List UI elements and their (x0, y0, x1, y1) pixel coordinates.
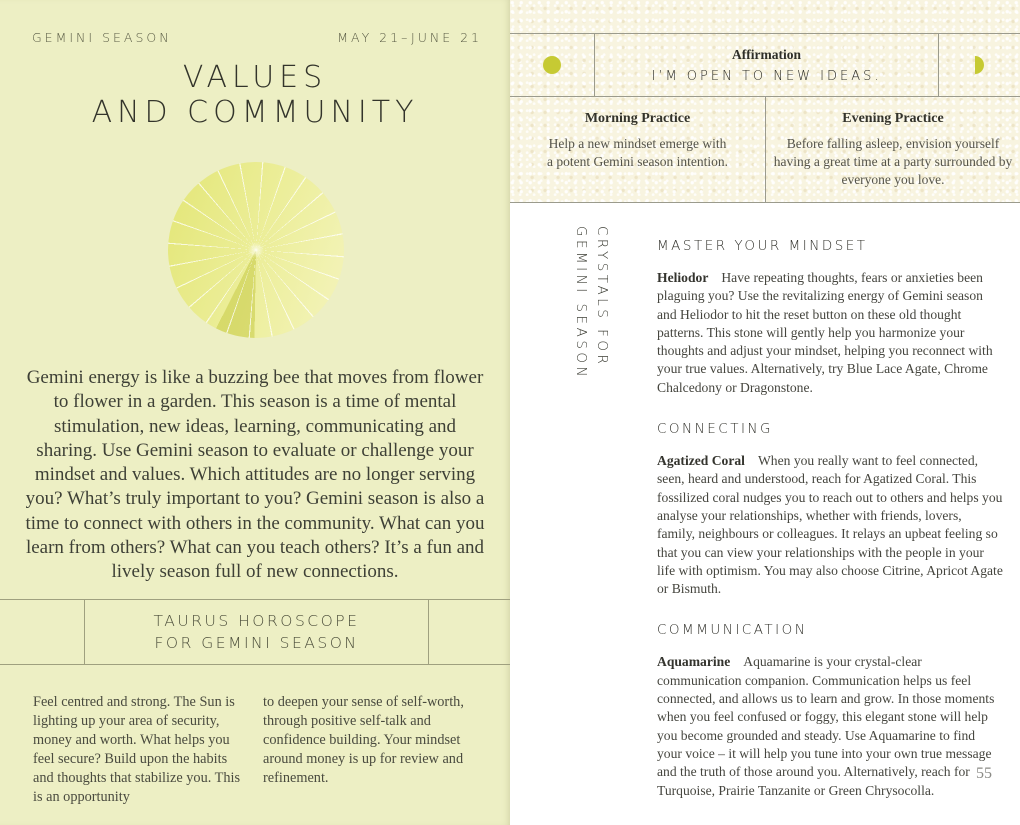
section-body (657, 269, 1003, 397)
affirmation-text: I’M OPEN TO NEW IDEAS. (651, 68, 882, 84)
affirmation-left-cell (510, 34, 595, 96)
season-label: GEMINI SEASON (32, 30, 172, 45)
page-title (0, 60, 510, 130)
crystals-content (657, 238, 1003, 824)
section-body (657, 452, 1003, 598)
crystals-sidebar-label (570, 226, 612, 436)
date-range-label: MAY 21–JUNE 21 (337, 30, 482, 45)
crystals-sidebar-line2: GEMINI SEASON (573, 226, 589, 381)
page-title-line1: VALUES (182, 60, 328, 95)
crystal-name: Heliodor (657, 270, 709, 285)
section-body-text: Have repeating thoughts, fears or anxieties been plaguing you? Use the revitalizing energy of Gemini season and Heliodor to hit the reset button on these old thought patterns. This stone will gently help you harmonize your thoughts and adjust your mindset, helping you reconnect with your true values. Alternatively, try Blue Lace Agate, Chrome Chalcedony or Dragonstone. (657, 270, 993, 395)
horoscope-column-1: Feel centred and strong. The Sun is lighting up your area of security, money and worth. What helps you feel secure? Build upon the habits and thoughts that stabilize you. This is an opportunity (33, 694, 241, 805)
affirmation-right-cell (938, 34, 1020, 96)
horoscope-column-2: to deepen your sense of self-worth, through positive self-talk and confidence building. Your mindset around money is up for review and refinement. (263, 694, 464, 786)
section-communication (657, 622, 1003, 799)
section-heading: CONNECTING (657, 421, 773, 438)
section-body-text: Aquamarine is your crystal-clear communication companion. Communication helps us feel connected, and allows us to learn and grow. In those moments when you feel confused or foggy, this elegant stone will help you become grounded and steady. Use Aquamarine to find your voice – it will help you tune into your own true message and the truth of those around you. Alternatively, reach for Turquoise, Prairie Tanzanite or Green Chrysocolla. (657, 654, 995, 798)
evening-practice-text: Before falling asleep, envision yourself having a great time at a party surrounded by everyone you love. (773, 136, 1013, 187)
horoscope-box-right-cell (428, 600, 510, 664)
section-body-text: When you really want to feel connected, seen, heard and understood, reach for Agatized Coral. This fossilized coral nudges you to reach out to others and helps you analyse your relationships, whether with friends, lovers, family, neighbours or colleagues. It relays an upbeat feeling so that you can view your relationships with the people in your life with optimism. You may also choose Citrine, Apricot Agate or Bismuth. (657, 453, 1003, 597)
horoscope-title-line1: TAURUS HOROSCOPE (153, 612, 360, 630)
affirmation-label: Affirmation (732, 46, 801, 62)
left-page-header (32, 30, 482, 45)
morning-practice-cell (510, 97, 765, 203)
horoscope-box-title (85, 600, 428, 664)
half-moon-icon (975, 56, 984, 74)
crystals-sidebar-line1: CRYSTALS FOR (594, 226, 610, 368)
section-heading: COMMUNICATION (657, 622, 808, 639)
horoscope-columns (33, 693, 485, 807)
right-page (510, 0, 1020, 825)
page-number: 55 (976, 765, 992, 782)
page-title-line2: AND COMMUNITY (91, 95, 419, 130)
sun-wheel-graphic (168, 162, 344, 338)
full-moon-icon (543, 56, 561, 74)
evening-practice-title: Evening Practice (842, 111, 944, 126)
crystal-name: Agatized Coral (657, 453, 745, 469)
crystal-name: Aquamarine (657, 654, 731, 670)
section-connecting (657, 421, 1003, 598)
horoscope-title-line2: FOR GEMINI SEASON (154, 634, 359, 652)
section-body (657, 653, 1003, 799)
morning-practice-title: Morning Practice (584, 111, 691, 126)
ritual-panel (510, 0, 1020, 203)
affirmation-cell (595, 34, 938, 96)
intro-paragraph: Gemini energy is like a buzzing bee that moves from flower to flower in a garden. This season is a time of mental stimulation, new ideas, learning, communicating and sharing. Use Gemini season to evaluate or challenge your mindset and values. Which attitudes are no longer serving you? What’s truly important to you? Gemini season is also a time to connect with others in the community. What can you learn from others? What can you teach others? It’s a fun and lively season full of new connections. (25, 367, 485, 583)
section-master-your-mindset (657, 238, 1003, 397)
morning-practice-text: Help a new mindset emerge with a potent Gemini season intention. (546, 136, 729, 169)
section-heading: MASTER YOUR MINDSET (657, 238, 868, 254)
practice-row (510, 97, 1020, 203)
affirmation-strip (510, 33, 1020, 97)
horoscope-box-left-cell (0, 600, 85, 664)
evening-practice-cell (765, 97, 1020, 203)
horoscope-rule-box (0, 599, 510, 665)
